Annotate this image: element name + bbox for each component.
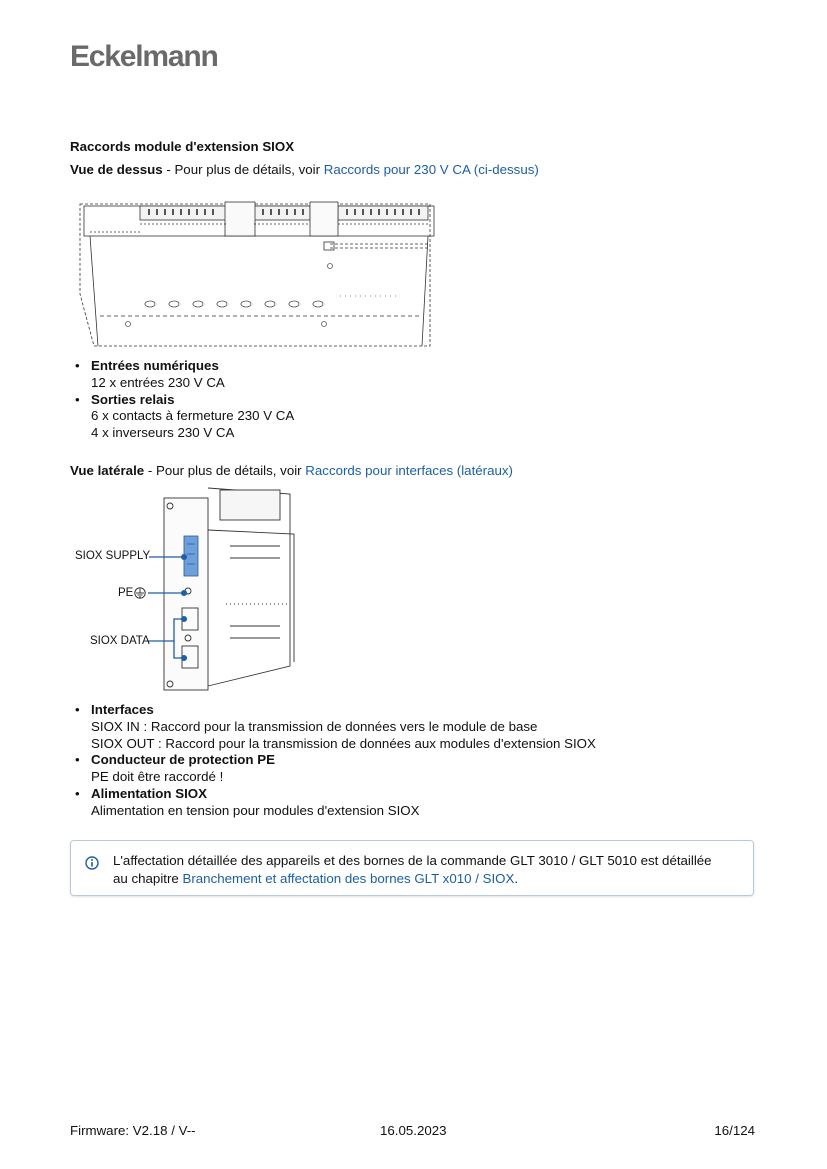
list-item xyxy=(70,786,596,820)
list-item-line: 6 x contacts à fermeture 230 V CA xyxy=(91,408,295,424)
list-item-line: PE doit être raccordé ! xyxy=(91,769,224,785)
list-item-line: Alimentation en tension pour modules d'extension SIOX xyxy=(91,802,420,818)
list-item xyxy=(70,702,596,752)
list-item-line: SIOX IN : Raccord pour la transmission de données vers le module de base xyxy=(91,718,538,734)
list-item-title: Interfaces xyxy=(91,702,154,717)
list-item-title: Sorties relais xyxy=(91,391,175,407)
top-view-list xyxy=(70,358,294,442)
list-item-line: 4 x inverseurs 230 V CA xyxy=(91,425,235,441)
side-view-device-illustration xyxy=(70,486,310,694)
top-view-text: - Pour plus de détails, voir xyxy=(162,162,324,177)
side-view-caption xyxy=(70,463,513,478)
list-item-title: Conducteur de protection PE xyxy=(91,752,275,768)
top-view-link[interactable]: Raccords pour 230 V CA (ci-dessus) xyxy=(323,162,539,177)
side-view-link[interactable]: Raccords pour interfaces (latéraux) xyxy=(305,463,513,478)
side-view-text: - Pour plus de détails, voir xyxy=(144,463,306,478)
info-note-link[interactable]: Branchement et affectation des bornes GLT x010 / SIOX xyxy=(182,870,515,886)
footer-page-number: 16/124 xyxy=(714,1123,755,1138)
top-view-label: Vue de dessus xyxy=(70,162,163,177)
section-title: Raccords module d'extension SIOX xyxy=(70,139,295,154)
side-view-list xyxy=(70,702,596,820)
list-item xyxy=(70,358,294,392)
list-item xyxy=(70,392,294,442)
siox-data-label: SIOX DATA xyxy=(90,635,150,647)
side-view-label: Vue latérale xyxy=(70,463,145,478)
company-logo: Eckelmann xyxy=(70,40,218,73)
info-icon xyxy=(85,856,99,870)
info-note-period: . xyxy=(514,870,519,886)
footer-date: 16.05.2023 xyxy=(380,1123,447,1138)
list-item-line: 12 x entrées 230 V CA xyxy=(91,374,225,390)
list-item-title: Entrées numériques xyxy=(91,358,219,373)
list-item-title: Alimentation SIOX xyxy=(91,785,207,801)
list-item xyxy=(70,752,596,786)
top-view-device-illustration xyxy=(70,196,450,352)
info-note-line: L'affectation détaillée des appareils et des bornes de la commande GLT 3010 / GLT 5010 est détaillée xyxy=(113,853,712,868)
ground-icon xyxy=(135,588,145,598)
siox-supply-label: SIOX SUPPLY xyxy=(75,550,151,562)
pe-label: PE xyxy=(118,587,134,599)
info-note-text xyxy=(113,852,712,887)
footer-firmware: Firmware: V2.18 / V-- xyxy=(70,1123,196,1138)
info-note xyxy=(70,840,754,896)
top-view-caption xyxy=(70,162,539,177)
info-note-line: au chapitre xyxy=(113,870,183,886)
list-item-line: SIOX OUT : Raccord pour la transmission de données aux modules d'extension SIOX xyxy=(91,735,596,751)
